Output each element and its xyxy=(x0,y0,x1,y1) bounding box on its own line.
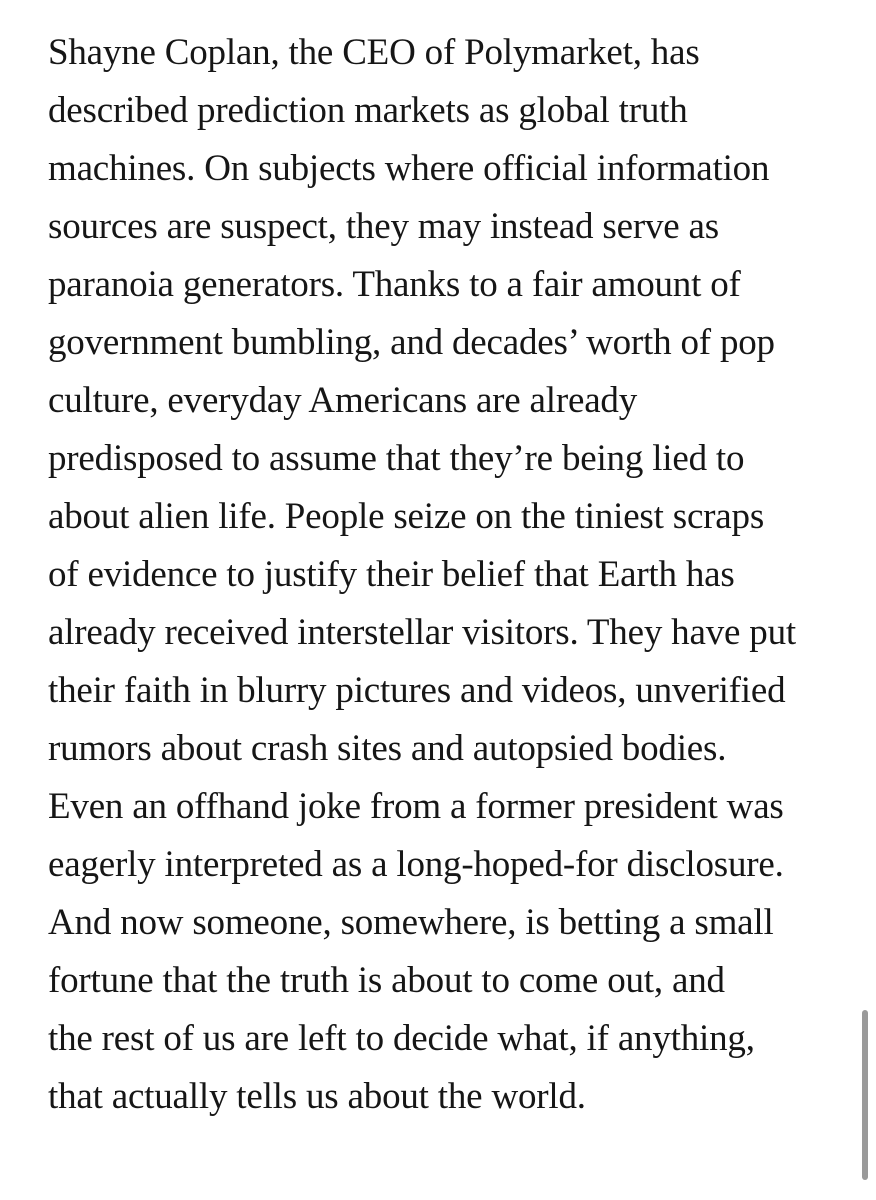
text-line: predisposed to assume that they’re being lied to xyxy=(48,438,745,479)
text-line: the rest of us are left to decide what, if anything, xyxy=(48,1018,755,1059)
text-line: that actually tells us about the world. xyxy=(48,1076,586,1117)
text-line: Shayne Coplan, the CEO of Polymarket, has xyxy=(48,32,700,73)
text-line: about alien life. People seize on the tiniest scraps xyxy=(48,496,765,537)
text-line: of evidence to justify their belief that Earth has xyxy=(48,554,735,595)
text-line: described prediction markets as global truth xyxy=(48,90,688,131)
text-line: Even an offhand joke from a former president was xyxy=(48,786,784,827)
text-line: paranoia generators. Thanks to a fair amount of xyxy=(48,264,741,305)
text-line: their faith in blurry pictures and videos, unverified xyxy=(48,670,786,711)
scrollbar-thumb[interactable] xyxy=(862,1010,868,1180)
text-line: eagerly interpreted as a long-hoped-for disclosure. xyxy=(48,844,784,885)
text-line: rumors about crash sites and autopsied bodies. xyxy=(48,728,727,769)
text-line: already received interstellar visitors. They have put xyxy=(48,612,796,653)
text-line: government bumbling, and decades’ worth of pop xyxy=(48,322,775,363)
text-line: fortune that the truth is about to come out, and xyxy=(48,960,725,1001)
text-line: culture, everyday Americans are already xyxy=(48,380,638,421)
text-line: sources are suspect, they may instead serve as xyxy=(48,206,719,247)
text-line: And now someone, somewhere, is betting a small xyxy=(48,902,774,943)
article-body xyxy=(48,24,848,1126)
text-line: machines. On subjects where official information xyxy=(48,148,770,189)
